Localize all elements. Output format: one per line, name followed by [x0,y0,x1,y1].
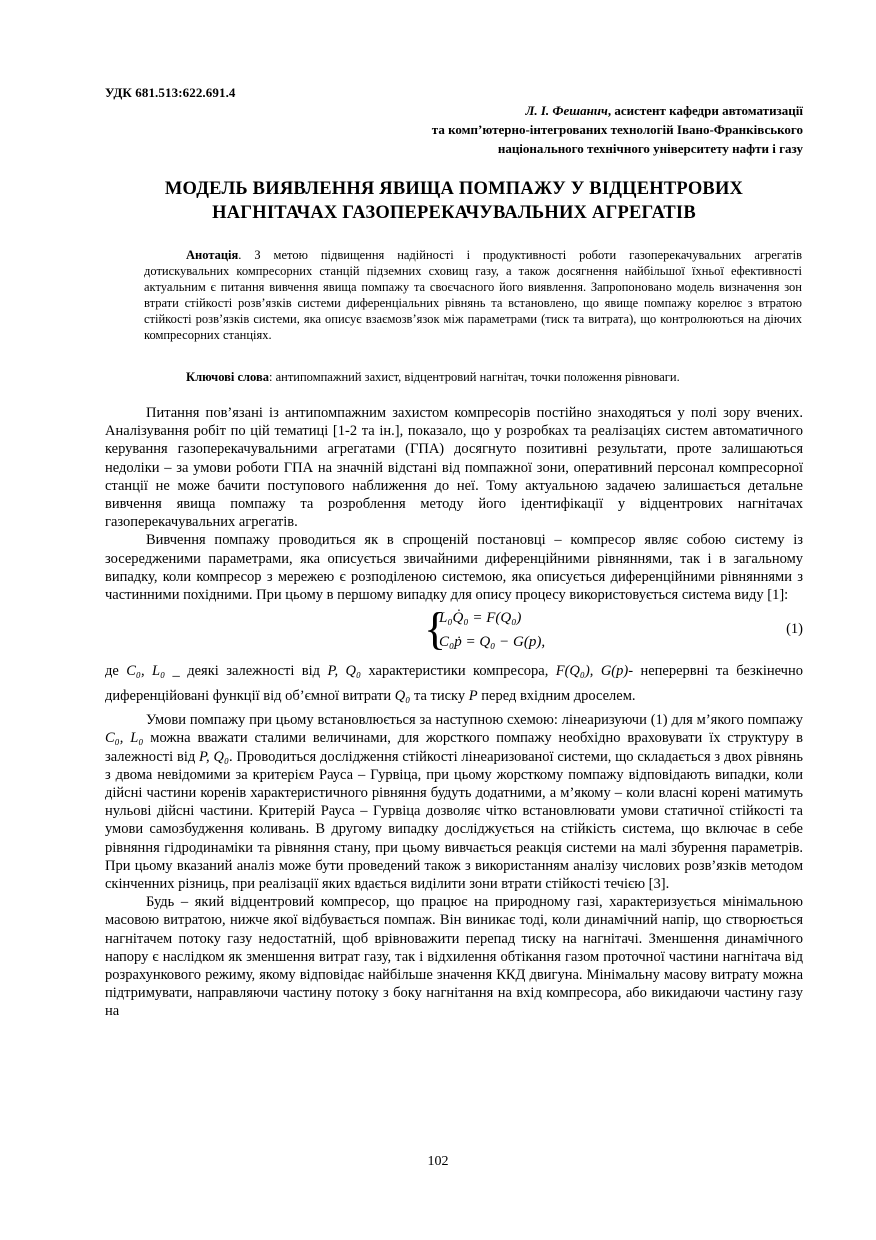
symbol-q0: Q₀ [394,688,411,705]
symbol-p-q0-2: P, Q₀ [199,748,229,765]
p3-text-b: _ деякі залежності від [165,663,328,680]
paragraph-4 [105,711,803,893]
author-name: Л. І. Фешанич [525,103,608,118]
equation-brace: { [424,603,447,655]
affiliation-line-3: національного технічного університету нафти і газу [497,141,803,156]
keywords-label: Ключові слова [186,370,269,384]
affiliation-line-2: та комп’ютерно-інтегрованих технологій Івано-Франківського [431,122,803,137]
udc-code: УДК 681.513:622.691.4 [105,85,236,100]
p3-text-a: де [105,663,127,680]
symbol-p: P [468,688,478,705]
abstract [144,247,802,343]
p3-text-c: характеристики компресора, [361,663,556,680]
keywords-text: : антипомпажний захист, відцентровий нагнітач, точки положення рівноваги. [269,370,680,384]
equation-1 [105,603,803,656]
equation-number: (1) [786,621,803,638]
p4-text-c: . Проводиться дослідження стійкості лінеаризованої системи, що складається з двох рівнянь з двома невідомими за критерієм Рауса – Гурвіца, при цьому жорсткому помпажу відповідають випадки, коли дійсні частини коренів характеристичного рівняння будуть додатними, а м’якому – коли власні корені матимуть нульові дійсні частини. Критерій Рауса – Гурвіца дозволяє чітко встановлювати умови статичної стійкості та умови самозбудження коливань. В другому випадку досліджується на стійкість система, що включає в себе рівняння гідродинаміки та рівняння стану, при цьому вивчається реакція системи на малі збурення параметрів. При цьому вказаний аналіз може бути проведений також з використанням аналізу числових розв’язків методом скінченних різниць, при реалізації яких вдається виділити зони втрати стійкості течією [3]. [105,748,803,893]
affiliation-line-1 [243,101,803,120]
symbol-p-q0: P, Q₀ [327,663,362,680]
paragraph-1: Питання пов’язані із антипомпажним захистом компресорів постійно знаходяться у полі зору вчених. Аналізування робіт по цій тематиці [1-2 та ін.], показало, що у розробках та реалізаціях систем автоматичного керування газоперекачувальними агрегатами (ГПА) досягнуто позитивні результати, проте залишаються недоліки – за умови роботи ГПА на значній відстані від помпажної зони, оперативний персонал компресорної станції не може бачити поступового наближення до неї. Тому актуальною задачею залишається детальне вивчення явища помпажу та розроблення методу його ідентифікації у відцентрових нагнітачах газоперекачувальних агрегатів. [105,405,803,531]
p4-text-b: можна вважати сталими величинами, для жорсткого помпажу необхідно враховувати їх структуру в залежності від [105,730,803,765]
symbol-c0-l0-2: C₀, L₀ [105,730,144,747]
page-number: 102 [427,1154,449,1169]
author-affiliation [243,101,803,158]
title-line-2: НАГНІТАЧАХ ГАЗОПЕРЕКАЧУВАЛЬНИХ АГРЕГАТІВ [212,203,696,223]
paper-title [105,177,803,225]
paragraph-5: Будь – який відцентровий компресор, що працює на природному газі, характеризується мінімальною масовою витратою, нижче якої відбувається помпаж. Він виникає тоді, коли динамічний напір, що створюється нагнітачем потоку газу недостатній, щоб врівноважити перепад тиску на нагнітачі. Зменшення динамічного напору є наслідком як зменшення витрат газу, так і відхилення обтікання газом проточної частини нагнітача від розрахункового режиму, якому відповідає найбільше значення ККД двигуна. Мінімальну масову витрату можна підтримувати, направляючи частину потоку з боку нагнітання на вхід компресора, або викидаючи частину газу на [105,894,803,1020]
abstract-paragraph [144,247,802,343]
author-position: , асистент кафедри автоматизації [607,103,803,118]
keywords [144,369,802,385]
abstract-label: Анотація [186,248,239,262]
body-text [105,404,803,1021]
title-line-1: МОДЕЛЬ ВИЯВЛЕННЯ ЯВИЩА ПОМПАЖУ У ВІДЦЕНТРОВИХ [164,179,744,199]
symbol-c0-l0: C₀, L₀ [126,663,166,680]
paragraph-3 [105,659,803,709]
abstract-text: . З метою підвищення надійності і продуктивності роботи газоперекачувальних агрегатів дотискувальних компресорних станцій підземних сховищ газу, а також досягнення найбільшої їхньої ефективності актуальним є питання вивчення явища помпажу та своєчасного його виявлення. Запропоновано модель визначення зон втрати стійкості розв’язків системи диференціальних рівнянь та встановлено, що явище помпажу корелює з втратою стійкості розв’язків системи, яка описує взаємозв’язок між параметрами (тиск та витрата), що контролюються на діючих компресорних станціях. [144,248,802,342]
p3-text-d: - неперервні та безкінечно диференційовані функції від об’ємної витрати [105,663,803,705]
symbol-f-g: F(Q₀), G(p) [555,663,629,680]
equation-line-2: C₀ṗ = Q₀ − G(p), [439,634,546,651]
p3-text-e: та тиску [410,688,469,705]
p3-text-f: перед вхідним дроселем. [477,688,636,705]
equation-line-1: L₀Q̇₀ = F(Q₀) [439,610,522,627]
paragraph-2: Вивчення помпажу проводиться як в спрощеній постановці – компресор являє собою систему із зосередженими параметрами, яка описується звичайними диференційними рівняннями, так і в загальному випадку, коли компресор з мережею є розподіленою системою, яка описується диференційними рівняннями з частинними похідними. При цьому в першому випадку для опису процесу використовується система виду [1]: [105,532,803,604]
p4-text-a: Умови помпажу при цьому встановлюється за наступною схемою: лінеаризуючи (1) для м’якого помпажу [146,712,803,729]
